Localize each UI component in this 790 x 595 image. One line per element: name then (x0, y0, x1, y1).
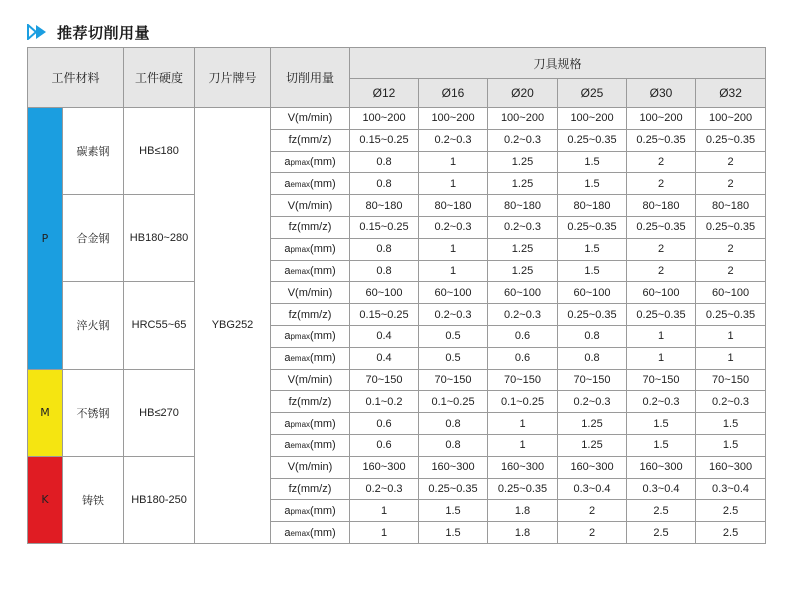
param-subscript: emax (290, 179, 311, 189)
value-cell: 0.25~0.35 (558, 129, 627, 151)
param-label (271, 304, 350, 326)
value-cell: 2.5 (696, 500, 766, 522)
param-label (271, 391, 350, 413)
param-subscript: emax (290, 354, 311, 364)
param-main: fz(mm/z) (288, 134, 332, 147)
param-unit: (mm) (310, 526, 336, 539)
value-cell: 1 (488, 413, 558, 435)
param-label (271, 325, 350, 347)
page-title: 推荐切削用量 (57, 23, 151, 42)
param-subscript: pmax (290, 506, 311, 516)
value-cell: 70~150 (696, 369, 766, 391)
value-cell: 1.25 (488, 238, 558, 260)
param-subscript: emax (290, 528, 311, 538)
value-cell: 0.25~0.35 (558, 216, 627, 238)
param-main: a (284, 155, 291, 168)
material-name: 碳素钢 (63, 108, 124, 195)
value-cell: 1 (627, 347, 696, 369)
value-cell: 0.15~0.25 (350, 304, 419, 326)
param-main: a (284, 526, 291, 539)
param-main: a (284, 417, 291, 430)
value-cell: 1 (488, 434, 558, 456)
header-cutting: 切削用量 (271, 48, 350, 108)
value-cell: 2 (696, 260, 766, 282)
value-cell: 1.25 (558, 413, 627, 435)
param-unit: (mm) (310, 417, 336, 430)
param-subscript: emax (290, 441, 311, 451)
cutting-parameters-table (27, 47, 766, 544)
value-cell: 160~300 (350, 456, 419, 478)
param-main: fz(mm/z) (288, 395, 332, 408)
param-main: fz(mm/z) (288, 221, 332, 234)
material-hardness: HB180~280 (124, 195, 195, 282)
material-name: 合金钢 (63, 195, 124, 282)
value-cell: 0.2~0.3 (558, 391, 627, 413)
value-cell: 160~300 (488, 456, 558, 478)
table-row (28, 195, 766, 217)
param-subscript: pmax (290, 157, 311, 167)
value-cell: 0.25~0.35 (696, 216, 766, 238)
material-name: 铸铁 (63, 456, 124, 543)
value-cell: 0.25~0.35 (627, 216, 696, 238)
value-cell: 70~150 (488, 369, 558, 391)
value-cell: 160~300 (627, 456, 696, 478)
value-cell: 0.2~0.3 (488, 304, 558, 326)
value-cell: 0.25~0.35 (419, 478, 488, 500)
value-cell: 70~150 (350, 369, 419, 391)
table-row (28, 456, 766, 478)
value-cell: 0.8 (558, 347, 627, 369)
value-cell: 80~180 (419, 195, 488, 217)
value-cell: 0.5 (419, 325, 488, 347)
material-name: 淬火钢 (63, 282, 124, 369)
param-unit: (mm) (310, 243, 336, 256)
value-cell: 80~180 (627, 195, 696, 217)
param-main: a (284, 264, 291, 277)
value-cell: 2.5 (696, 522, 766, 544)
header-size: Ø16 (419, 79, 488, 108)
value-cell: 100~200 (558, 108, 627, 130)
param-label (271, 347, 350, 369)
value-cell: 60~100 (488, 282, 558, 304)
value-cell: 1 (419, 151, 488, 173)
table-row (28, 108, 766, 130)
value-cell: 0.3~0.4 (696, 478, 766, 500)
value-cell: 2 (627, 151, 696, 173)
param-main: a (284, 330, 291, 343)
value-cell: 100~200 (350, 108, 419, 130)
material-hardness: HRC55~65 (124, 282, 195, 369)
header-size: Ø25 (558, 79, 627, 108)
value-cell: 0.15~0.25 (350, 129, 419, 151)
param-label (271, 108, 350, 130)
param-unit: (mm) (310, 439, 336, 452)
param-label (271, 282, 350, 304)
value-cell: 0.2~0.3 (488, 129, 558, 151)
value-cell: 60~100 (558, 282, 627, 304)
param-main: a (284, 352, 291, 365)
param-unit: (mm) (310, 504, 336, 517)
section-header (27, 20, 150, 44)
param-unit: (mm) (310, 352, 336, 365)
value-cell: 0.2~0.3 (627, 391, 696, 413)
value-cell: 0.8 (350, 238, 419, 260)
param-subscript: pmax (290, 245, 311, 255)
value-cell: 1.5 (558, 238, 627, 260)
value-cell: 0.3~0.4 (627, 478, 696, 500)
table-row (28, 282, 766, 304)
param-main: a (284, 439, 291, 452)
category-p-label: P (28, 108, 63, 370)
value-cell: 80~180 (696, 195, 766, 217)
value-cell: 0.8 (419, 413, 488, 435)
value-cell: 2 (627, 173, 696, 195)
value-cell: 0.1~0.25 (419, 391, 488, 413)
value-cell: 0.25~0.35 (488, 478, 558, 500)
param-label (271, 260, 350, 282)
value-cell: 0.6 (350, 413, 419, 435)
param-label (271, 369, 350, 391)
param-unit: (mm) (310, 155, 336, 168)
param-main: V(m/min) (287, 373, 333, 386)
value-cell: 1 (627, 325, 696, 347)
value-cell: 0.6 (488, 347, 558, 369)
header-size: Ø12 (350, 79, 419, 108)
value-cell: 100~200 (419, 108, 488, 130)
value-cell: 2.5 (627, 522, 696, 544)
value-cell: 0.25~0.35 (627, 129, 696, 151)
value-cell: 70~150 (627, 369, 696, 391)
param-label (271, 478, 350, 500)
header-size: Ø32 (696, 79, 766, 108)
value-cell: 1.25 (488, 151, 558, 173)
param-label (271, 500, 350, 522)
value-cell: 1 (419, 173, 488, 195)
value-cell: 1.5 (696, 434, 766, 456)
value-cell: 0.4 (350, 325, 419, 347)
value-cell: 160~300 (558, 456, 627, 478)
value-cell: 0.2~0.3 (419, 304, 488, 326)
value-cell: 1.5 (558, 151, 627, 173)
material-name: 不锈钢 (63, 369, 124, 456)
param-label (271, 151, 350, 173)
value-cell: 0.8 (350, 260, 419, 282)
value-cell: 0.25~0.35 (627, 304, 696, 326)
value-cell: 0.3~0.4 (558, 478, 627, 500)
value-cell: 0.25~0.35 (558, 304, 627, 326)
param-unit: (mm) (310, 264, 336, 277)
value-cell: 0.8 (558, 325, 627, 347)
param-label (271, 195, 350, 217)
value-cell: 0.2~0.3 (488, 216, 558, 238)
value-cell: 60~100 (627, 282, 696, 304)
header-size: Ø30 (627, 79, 696, 108)
value-cell: 1.5 (419, 522, 488, 544)
category-m-label: M (28, 369, 63, 456)
double-chevron-right-icon (27, 24, 49, 40)
value-cell: 70~150 (419, 369, 488, 391)
param-subscript: pmax (290, 419, 311, 429)
value-cell: 2 (627, 238, 696, 260)
value-cell: 70~150 (558, 369, 627, 391)
value-cell: 1.5 (419, 500, 488, 522)
value-cell: 0.1~0.2 (350, 391, 419, 413)
value-cell: 2.5 (627, 500, 696, 522)
value-cell: 60~100 (696, 282, 766, 304)
material-hardness: HB180-250 (124, 456, 195, 543)
value-cell: 160~300 (419, 456, 488, 478)
value-cell: 0.8 (350, 173, 419, 195)
param-label (271, 413, 350, 435)
param-unit: (mm) (310, 177, 336, 190)
value-cell: 0.5 (419, 347, 488, 369)
param-main: V(m/min) (287, 112, 333, 125)
value-cell: 1.8 (488, 522, 558, 544)
param-main: fz(mm/z) (288, 308, 332, 321)
param-label (271, 456, 350, 478)
value-cell: 2 (696, 173, 766, 195)
param-main: fz(mm/z) (288, 482, 332, 495)
param-main: V(m/min) (287, 461, 333, 474)
table-row (28, 369, 766, 391)
value-cell: 1 (696, 325, 766, 347)
value-cell: 1.25 (488, 260, 558, 282)
value-cell: 1.25 (488, 173, 558, 195)
value-cell: 1.8 (488, 500, 558, 522)
value-cell: 160~300 (696, 456, 766, 478)
param-main: a (284, 177, 291, 190)
value-cell: 0.8 (419, 434, 488, 456)
param-label (271, 238, 350, 260)
value-cell: 1.5 (696, 413, 766, 435)
value-cell: 0.25~0.35 (696, 304, 766, 326)
value-cell: 80~180 (488, 195, 558, 217)
value-cell: 1.5 (627, 413, 696, 435)
param-unit: (mm) (310, 330, 336, 343)
value-cell: 2 (558, 500, 627, 522)
param-main: a (284, 243, 291, 256)
value-cell: 0.2~0.3 (350, 478, 419, 500)
value-cell: 2 (627, 260, 696, 282)
param-subscript: emax (290, 266, 311, 276)
param-label (271, 522, 350, 544)
value-cell: 0.8 (350, 151, 419, 173)
value-cell: 1.5 (627, 434, 696, 456)
value-cell: 2 (558, 522, 627, 544)
value-cell: 60~100 (419, 282, 488, 304)
value-cell: 0.15~0.25 (350, 216, 419, 238)
param-label (271, 129, 350, 151)
value-cell: 1 (350, 522, 419, 544)
insert-grade: YBG252 (195, 108, 271, 544)
param-main: V(m/min) (287, 286, 333, 299)
value-cell: 1 (419, 238, 488, 260)
value-cell: 1.5 (558, 260, 627, 282)
header-size: Ø20 (488, 79, 558, 108)
param-label (271, 173, 350, 195)
header-material: 工件材料 (28, 48, 124, 108)
value-cell: 1.25 (558, 434, 627, 456)
param-label (271, 434, 350, 456)
header-hardness: 工件硬度 (124, 48, 195, 108)
param-label (271, 216, 350, 238)
material-hardness: HB≤180 (124, 108, 195, 195)
material-hardness: HB≤270 (124, 369, 195, 456)
param-subscript: pmax (290, 332, 311, 342)
value-cell: 0.25~0.35 (696, 129, 766, 151)
category-k-label: K (28, 456, 63, 543)
header-spec: 刀具规格 (350, 48, 766, 79)
value-cell: 0.1~0.25 (488, 391, 558, 413)
value-cell: 2 (696, 151, 766, 173)
value-cell: 80~180 (558, 195, 627, 217)
value-cell: 1.5 (558, 173, 627, 195)
value-cell: 0.4 (350, 347, 419, 369)
value-cell: 60~100 (350, 282, 419, 304)
value-cell: 0.2~0.3 (419, 129, 488, 151)
value-cell: 100~200 (488, 108, 558, 130)
value-cell: 0.2~0.3 (419, 216, 488, 238)
value-cell: 1 (350, 500, 419, 522)
value-cell: 0.6 (488, 325, 558, 347)
value-cell: 1 (696, 347, 766, 369)
param-main: a (284, 504, 291, 517)
value-cell: 2 (696, 238, 766, 260)
table-body (28, 108, 766, 544)
param-main: V(m/min) (287, 199, 333, 212)
value-cell: 80~180 (350, 195, 419, 217)
value-cell: 0.2~0.3 (696, 391, 766, 413)
value-cell: 100~200 (627, 108, 696, 130)
value-cell: 0.6 (350, 434, 419, 456)
value-cell: 1 (419, 260, 488, 282)
header-grade: 刀片牌号 (195, 48, 271, 108)
value-cell: 100~200 (696, 108, 766, 130)
